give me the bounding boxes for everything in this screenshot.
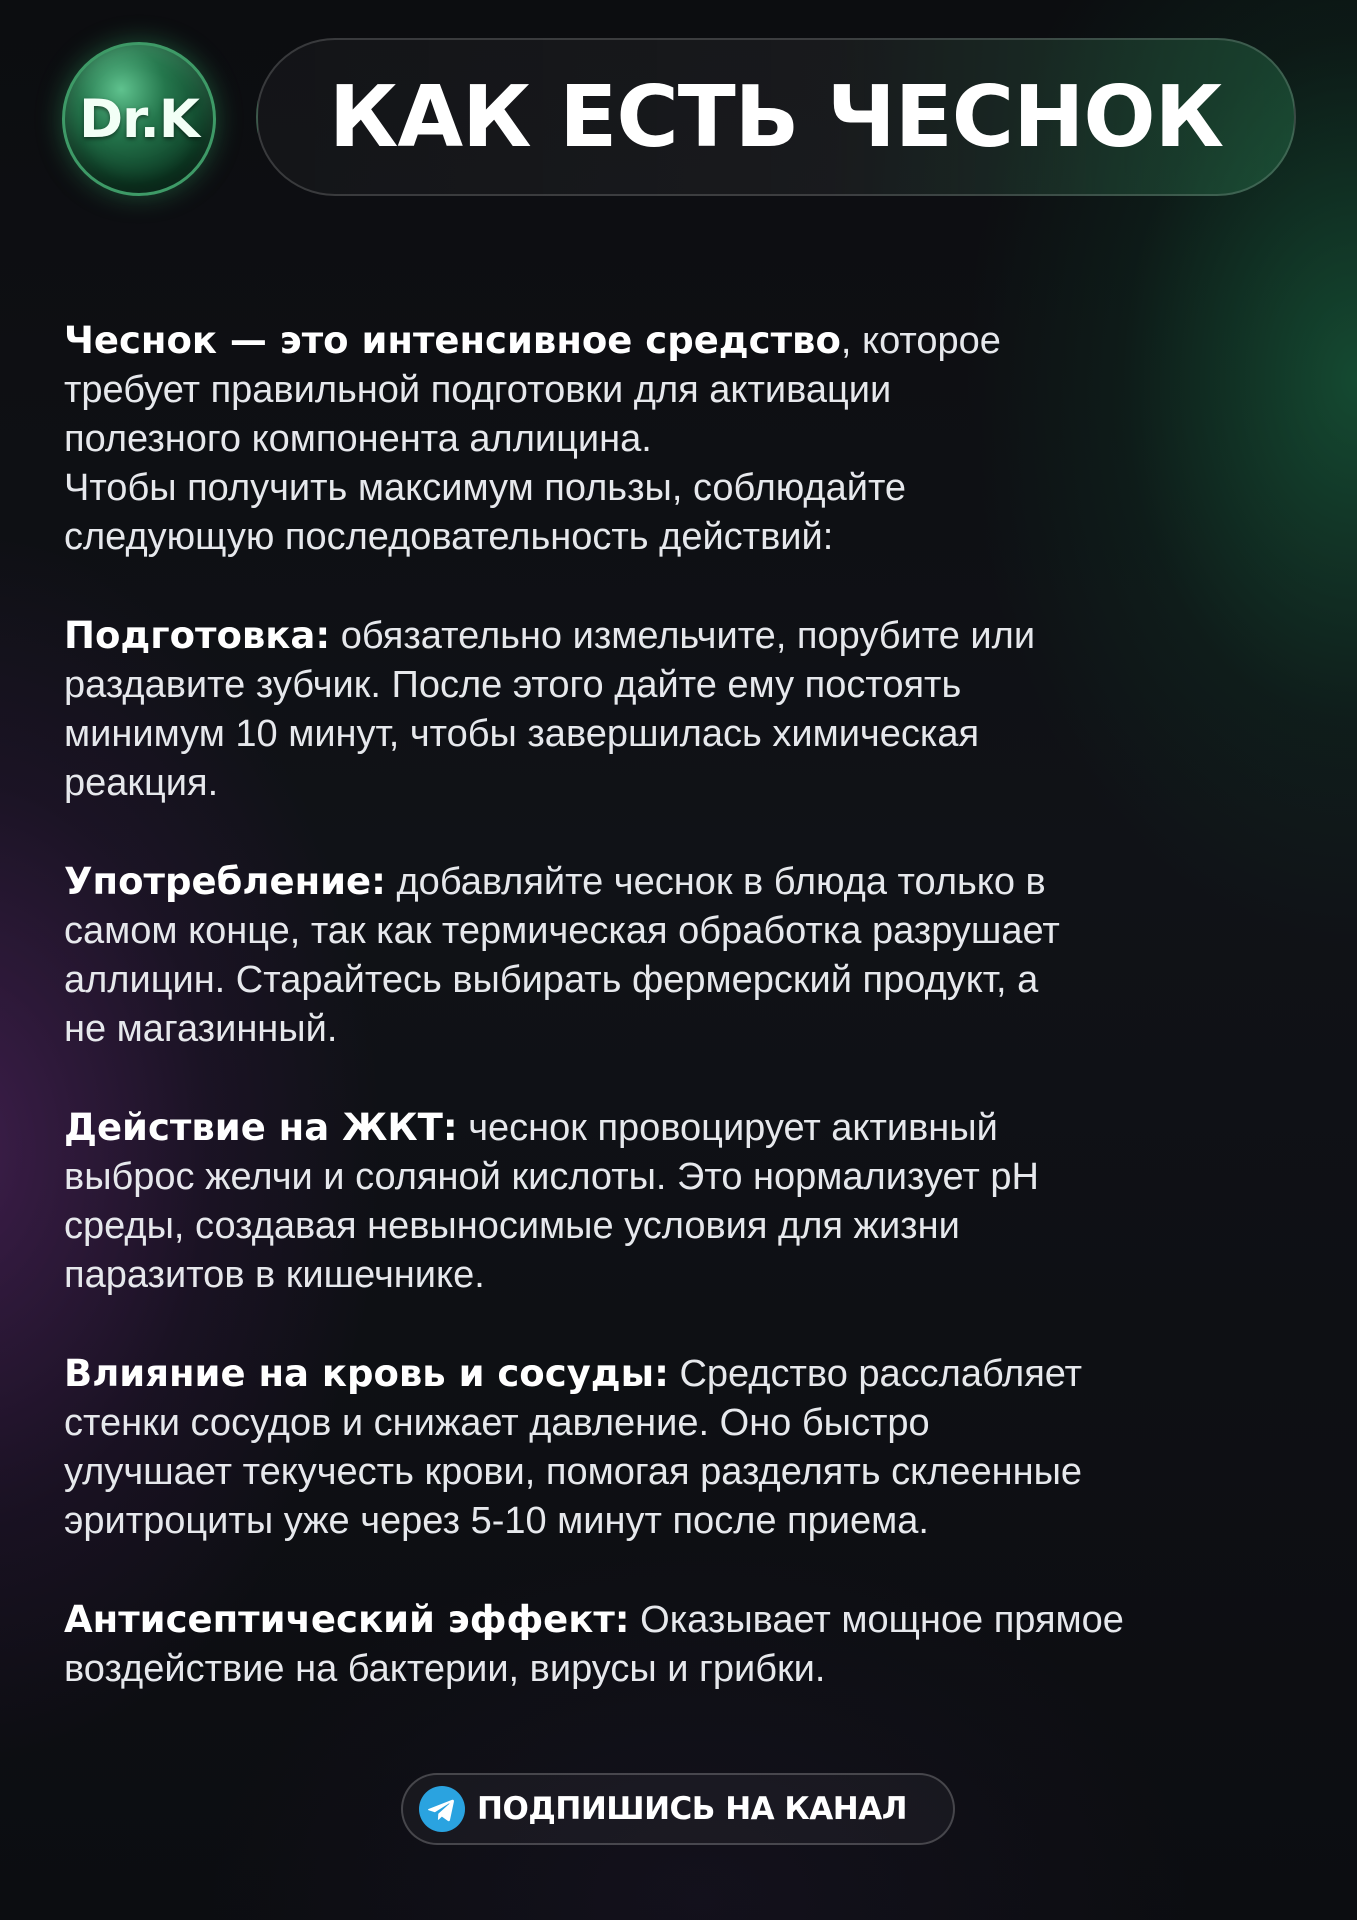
section-digestive-effect — [64, 1103, 1324, 1300]
section-usage — [64, 857, 1324, 1054]
telegram-icon — [419, 1786, 465, 1832]
subscribe-button[interactable] — [401, 1773, 955, 1845]
section-text: Оказывает мощное прямое воздействие на бактерии, вирусы и грибки. — [64, 1599, 1124, 1690]
section-text: Средство расслабляет стенки сосудов и снижает давление. Оно быстро улучшает текучесть крови, помогая разделять склеенные эритроциты уже через 5-10 минут после приема. — [64, 1353, 1083, 1542]
logo-text: Dr.K — [79, 88, 199, 150]
intro-bold: Чеснок — это интенсивное средство — [64, 319, 841, 362]
dr-k-logo — [62, 42, 216, 196]
section-heading: Действие на ЖКТ: — [64, 1106, 458, 1149]
intro-text: , которое требует правильной подготовки для активации полезного компонента аллицина. Чтобы получить максимум пользы, соблюдайте следующую последовательность действий: — [64, 320, 1001, 558]
intro-paragraph — [64, 316, 1324, 562]
page-title: КАК ЕСТЬ ЧЕСНОК — [328, 67, 1224, 167]
section-blood-vessels — [64, 1349, 1324, 1546]
section-heading: Влияние на кровь и сосуды: — [64, 1352, 669, 1395]
section-heading: Антисептический эффект: — [64, 1598, 630, 1641]
section-preparation — [64, 611, 1324, 808]
section-text: обязательно измельчите, порубите или раздавите зубчик. После этого дайте ему постоять минимум 10 минут, чтобы завершилась химическая реакция. — [64, 615, 1036, 804]
subscribe-label: ПОДПИШИСЬ НА КАНАЛ — [477, 1791, 907, 1827]
section-heading: Подготовка: — [64, 614, 331, 657]
section-heading: Употребление: — [64, 860, 386, 903]
title-banner — [256, 38, 1296, 196]
section-text: чеснок провоцирует активный выброс желчи и соляной кислоты. Это нормализует pH среды, создавая невыносимые условия для жизни паразитов в кишечнике. — [64, 1107, 1039, 1296]
section-text: добавляйте чеснок в блюда только в самом конце, так как термическая обработка разрушает аллицин. Старайтесь выбирать фермерский продукт, а не магазинный. — [64, 861, 1060, 1050]
section-antiseptic — [64, 1595, 1324, 1694]
article-body — [64, 316, 1324, 1694]
